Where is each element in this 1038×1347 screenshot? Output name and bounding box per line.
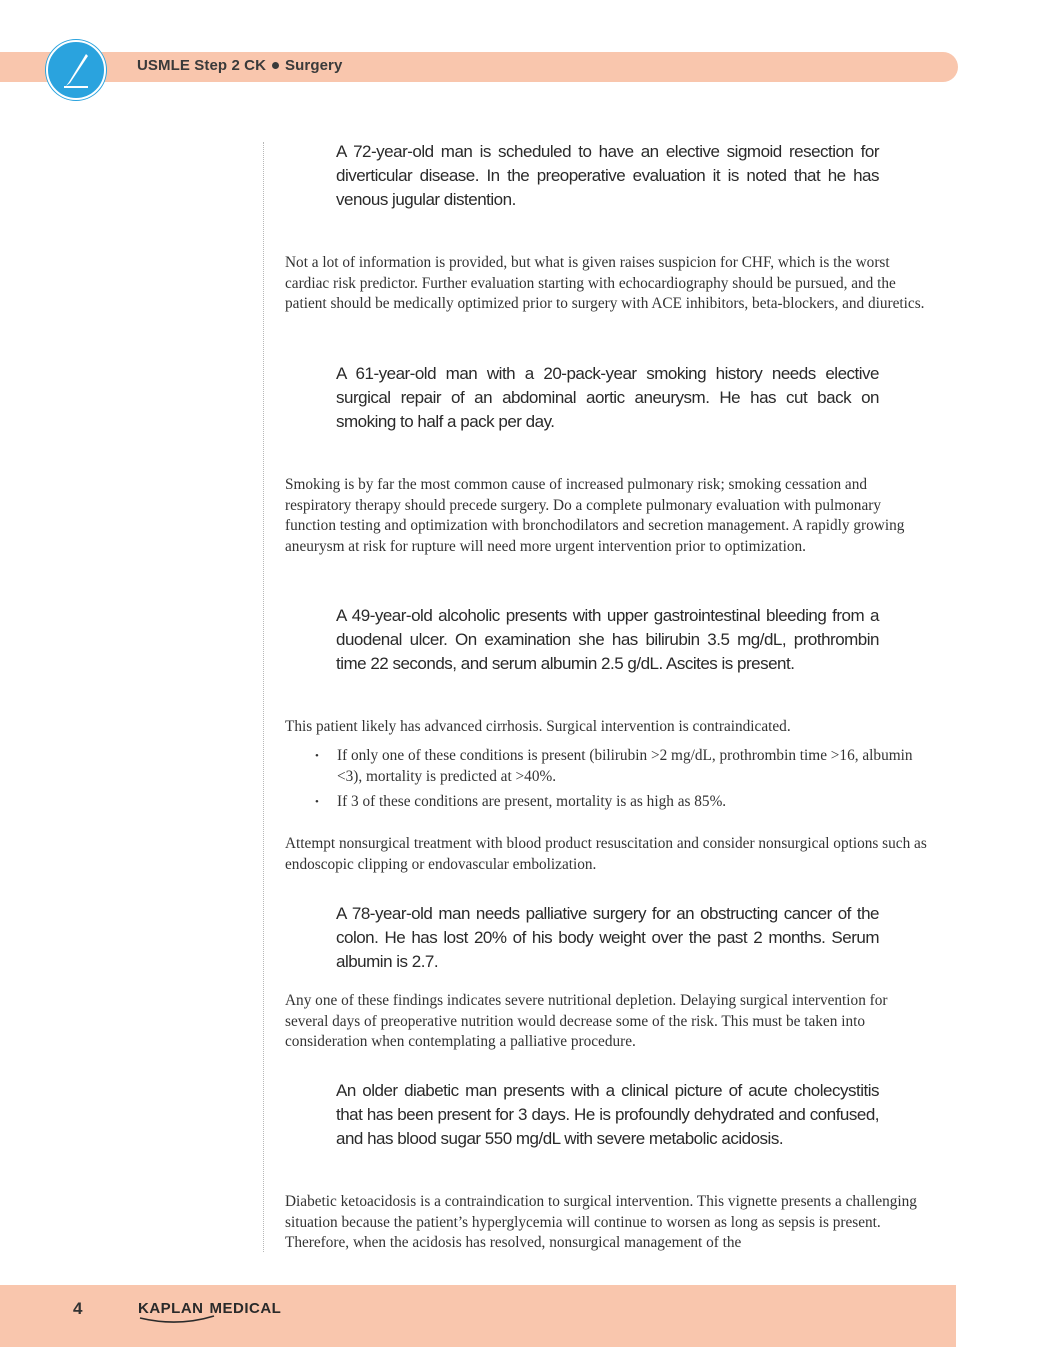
answer-3b: Attempt nonsurgical treatment with blood product resuscitation and consider nonsurgical options such as endoscopic clipping or endovascular embolization. [285, 835, 927, 873]
page-number: 4 [73, 1299, 83, 1318]
vignette-4: A 78-year-old man needs palliative surgery for an obstructing cancer of the colon. He has lost 20% of his body weight over the past 2 months. Serum albumin is 2.7. [336, 904, 879, 971]
book-title: USMLE Step 2 CK [137, 57, 267, 74]
answer-5: Diabetic ketoacidosis is a contraindication to surgical intervention. This vignette presents a challenging situation because the patient’s hyperglycemia will continue to worsen as long as sepsis is present. Therefore, when the acidosis has resolved, nonsurgical management of the [285, 1193, 917, 1252]
list-item: • If 3 of these conditions are present, mortality is as high as 85%. [285, 792, 935, 813]
answer-1: Not a lot of information is provided, but what is given raises suspicion for CHF, which is the worst cardiac risk predictor. Further evaluation starting with echocardiography should be pursued, and the patient should be medically optimized prior to surgery with ACE inhibitors, beta-blockers, and diuretics. [285, 254, 925, 313]
answer-2: Smoking is by far the most common cause of increased pulmonary risk; smoking cessation and respiratory therapy should precede surgery. Do a complete pulmonary evaluation with pulmonary function testing and optimization with bronchodilators and secretion management. A rapidly growing aneurysm at risk for rupture will need more urgent intervention prior to optimization. [285, 476, 905, 555]
vignette-5: An older diabetic man presents with a clinical picture of acute cholecystitis that has been present for 3 days. He is profoundly dehydrated and confused, and has blood sugar 550 mg/dL with severe metabolic acidosis. [336, 1081, 879, 1148]
answer-4: Any one of these findings indicates severe nutritional depletion. Delaying surgical intervention for several days of preoperative nutrition would decrease some of the risk. This must be taken into consideration when contemplating a palliative procedure. [285, 992, 888, 1051]
section-title: Surgery [285, 57, 343, 74]
margin-rule [263, 142, 264, 1252]
brand-logo [138, 1300, 281, 1317]
brand-suffix: MEDICAL [209, 1300, 282, 1317]
answer-3: This patient likely has advanced cirrhosis. Surgical intervention is contraindicated. [285, 718, 791, 735]
bullet-list [285, 746, 935, 818]
scalpel-icon [46, 40, 106, 100]
running-header [137, 57, 342, 74]
vignette-1: A 72-year-old man is scheduled to have an elective sigmoid resection for diverticular disease. In the preoperative evaluation it is noted that he has venous jugular distention. [336, 142, 879, 209]
list-item: • If only one of these conditions is present (bilirubin >2 mg/dL, prothrombin time >16, albumin <3), mortality is predicted at >40%. [285, 746, 935, 787]
vignette-2: A 61-year-old man with a 20-pack-year smoking history needs elective surgical repair of an abdominal aortic aneurysm. He has cut back on smoking to half a pack per day. [336, 364, 879, 431]
brand-swoosh-icon [138, 1315, 218, 1325]
brand-name: KAPLAN [138, 1300, 204, 1317]
vignette-3: A 49-year-old alcoholic presents with upper gastrointestinal bleeding from a duodenal ulcer. On examination she has bilirubin 3.5 mg/dL, prothrombin time 22 seconds, and serum albumin 2.5 g/dL. Ascites is present. [336, 606, 879, 673]
separator-dot [272, 62, 279, 69]
